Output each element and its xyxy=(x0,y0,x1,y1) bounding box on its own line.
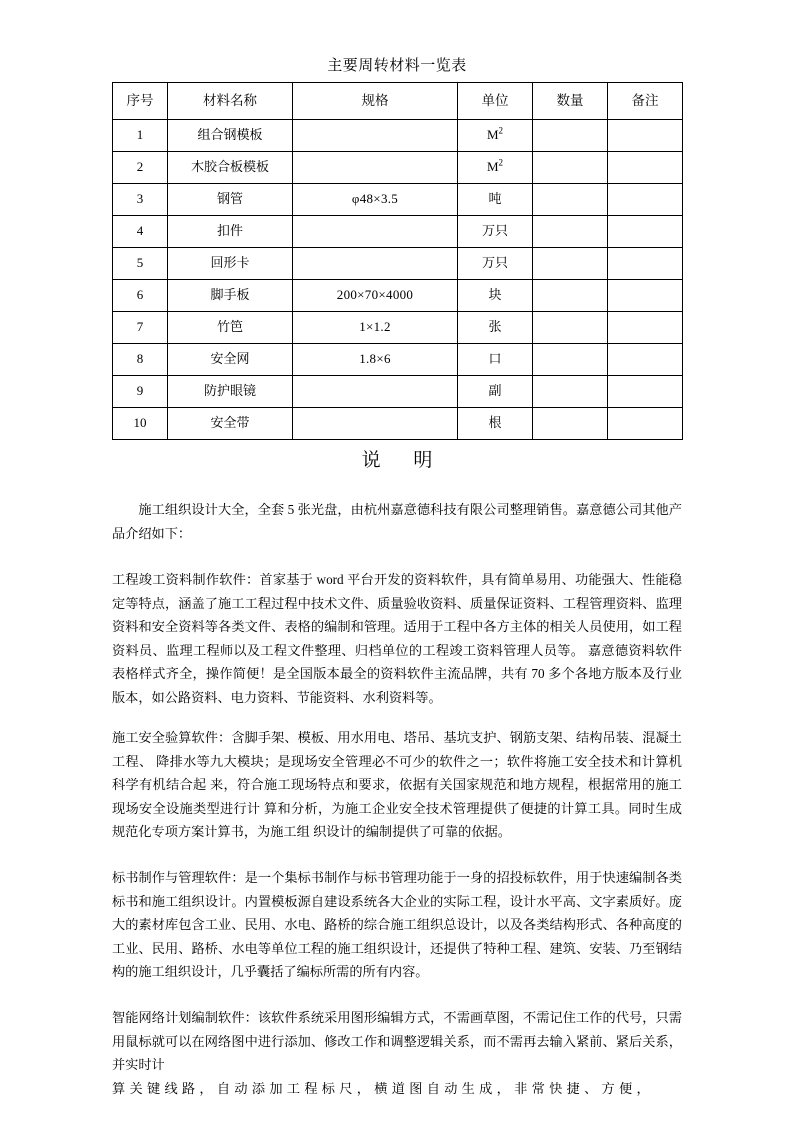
cell-unit-text: 万只 xyxy=(481,255,508,271)
cell-unit-text: 口 xyxy=(488,351,502,367)
cell-qty xyxy=(533,408,608,440)
cell-spec xyxy=(293,216,458,248)
cell-unit xyxy=(458,408,533,440)
cell-name: 竹笆 xyxy=(168,312,293,344)
table-header-row xyxy=(113,83,683,120)
material-summary-table xyxy=(112,82,683,440)
table-row xyxy=(113,184,683,216)
cell-qty xyxy=(533,344,608,376)
table-row xyxy=(113,344,683,376)
table-row xyxy=(113,152,683,184)
cell-unit xyxy=(458,376,533,408)
cell-name: 防护眼镜 xyxy=(168,376,293,408)
cell-unit-superscript: 2 xyxy=(498,158,504,169)
cell-name: 扣件 xyxy=(168,216,293,248)
table-row xyxy=(113,312,683,344)
section-heading-explanation: 说 明 xyxy=(361,450,447,471)
cell-unit-text: M xyxy=(486,159,499,175)
column-header-qty: 数量 xyxy=(533,83,608,120)
paragraph-text: 施工安全验算软件：含脚手架、模板、用水用电、塔吊、基坑支护、钢筋支架、结构吊装、混凝土工程、 降排水等九大模块；是现场安全管理必不可少的软件之一；软件将施工安全技术和计算机科学有机结合起 来，符合施工现场特点和要求，依据有关国家规范和地方规程，根据常用的施工现场安全设施类型进行计 算和分析，为施工企业安全技术管理提供了便捷的计算工具。同时生成规范化专项方案计算书，为施工组 织设计的编制提供了可靠的依据。 xyxy=(112,730,682,839)
cell-qty xyxy=(533,152,608,184)
cell-qty xyxy=(533,312,608,344)
cell-unit xyxy=(458,184,533,216)
cell-name: 钢管 xyxy=(168,184,293,216)
paragraph-text: 工程竣工资料制作软件：首家基于 word 平台开发的资料软件，具有简单易用、功能强大、性能稳定等特点，涵盖了施工工程过程中技术文件、质量验收资料、质量保证资料、工程管理资料、监理资料和安全资料等各类文件、表格的编制和管理。适用于工程中各方主体的相关人员使用，如工程资料员、监理工程师以及工程文件整理、归档单位的工程竣工资料管理人员等。 嘉意德资料软件表格样式齐全，操作简便！是全国版本最全的资料软件主流品牌，共有 70 多个各地方版本及行业版本，如公路资料、电力资料、节能资料、水利资料等。 xyxy=(112,572,682,705)
paragraph-intro xyxy=(112,498,682,545)
cell-unit xyxy=(458,216,533,248)
cell-note xyxy=(608,376,683,408)
cell-spec xyxy=(293,120,458,152)
cell-note xyxy=(608,216,683,248)
cell-name: 脚手板 xyxy=(168,280,293,312)
cell-unit-text: 万只 xyxy=(481,223,508,239)
cell-unit-text: 块 xyxy=(488,287,502,303)
table-row xyxy=(113,216,683,248)
cell-no: 6 xyxy=(113,280,168,312)
cell-unit-text: 副 xyxy=(488,383,502,399)
cell-note xyxy=(608,184,683,216)
column-header-no: 序号 xyxy=(113,83,168,120)
cell-no: 2 xyxy=(113,152,168,184)
cell-unit xyxy=(458,248,533,280)
cell-note xyxy=(608,280,683,312)
cell-qty xyxy=(533,376,608,408)
cell-qty xyxy=(533,280,608,312)
cell-unit-text: 吨 xyxy=(488,191,502,207)
cell-spec: 1.8×6 xyxy=(293,344,458,376)
cell-unit-superscript: 2 xyxy=(498,126,504,137)
paragraph-text: 施工组织设计大全，全套 5 张光盘，由杭州嘉意德科技有限公司整理销售。嘉意德公司其他产品介绍如下： xyxy=(112,502,682,541)
cell-name: 回形卡 xyxy=(168,248,293,280)
cell-note xyxy=(608,344,683,376)
paragraph-product-completion-docs-software xyxy=(112,568,682,709)
cell-unit xyxy=(458,280,533,312)
table-row xyxy=(113,408,683,440)
cell-spec: 1×1.2 xyxy=(293,312,458,344)
cell-unit xyxy=(458,344,533,376)
cell-spec xyxy=(293,152,458,184)
paragraph-product-safety-calculation-software xyxy=(112,726,682,844)
cell-name: 安全带 xyxy=(168,408,293,440)
column-header-unit: 单位 xyxy=(458,83,533,120)
table-row xyxy=(113,120,683,152)
cell-unit xyxy=(458,120,533,152)
cell-no: 8 xyxy=(113,344,168,376)
cell-name: 安全网 xyxy=(168,344,293,376)
cell-unit xyxy=(458,312,533,344)
cell-qty xyxy=(533,216,608,248)
cell-note xyxy=(608,120,683,152)
cell-no: 10 xyxy=(113,408,168,440)
cell-spec: φ48×3.5 xyxy=(293,184,458,216)
cell-no: 5 xyxy=(113,248,168,280)
cell-spec xyxy=(293,376,458,408)
paragraph-text-last-line: 算 关 键 线 路 ， 自 动 添 加 工 程 标 尺 ， 横 道 图 自 动 生 成 ， 非 常 快 捷 、 方 便 ， xyxy=(112,1080,651,1096)
cell-qty xyxy=(533,184,608,216)
cell-qty xyxy=(533,248,608,280)
cell-note xyxy=(608,152,683,184)
cell-spec: 200×70×4000 xyxy=(293,280,458,312)
table-row xyxy=(113,248,683,280)
cell-unit-text: 根 xyxy=(488,415,502,431)
table-row xyxy=(113,280,683,312)
cell-qty xyxy=(533,120,608,152)
page-title: 主要周转材料一览表 xyxy=(327,58,467,74)
cell-name: 组合钢模板 xyxy=(168,120,293,152)
cell-spec xyxy=(293,408,458,440)
cell-no: 4 xyxy=(113,216,168,248)
cell-no: 3 xyxy=(113,184,168,216)
cell-name: 木胶合板模板 xyxy=(168,152,293,184)
cell-no: 1 xyxy=(113,120,168,152)
table-header xyxy=(113,83,683,120)
cell-note xyxy=(608,312,683,344)
column-header-name: 材料名称 xyxy=(168,83,293,120)
cell-unit xyxy=(458,152,533,184)
table-body xyxy=(113,120,683,440)
cell-note xyxy=(608,408,683,440)
paragraph-text: 标书制作与管理软件：是一个集标书制作与标书管理功能于一身的招投标软件，用于快速编制各类标书和施工组织设计。内置模板源自建设系统各大企业的实际工程，设计水平高、文字素质好。庞大的素材库包含工业、民用、水电、路桥的综合施工组织总设计，以及各类结构形式、各种高度的工业、民用、路桥、水电等单位工程的施工组织设计，还提供了特种工程、建筑、安装、乃至钢结构的施工组织设计，几乎囊括了编标所需的所有内容。 xyxy=(112,870,682,979)
column-header-note: 备注 xyxy=(608,83,683,120)
cell-no: 9 xyxy=(113,376,168,408)
column-header-spec: 规格 xyxy=(293,83,458,120)
paragraph-text: 智能网络计划编制软件：该软件系统采用图形编辑方式，不需画草图，不需记住工作的代号，只需用鼠标就可以在网络图中进行添加、修改工作和调整逻辑关系，而不需再去输入紧前、紧后关系，并实时计 xyxy=(112,1010,682,1072)
paragraph-product-bid-document-software xyxy=(112,866,682,984)
cell-unit-text: 张 xyxy=(488,319,502,335)
cell-no: 7 xyxy=(113,312,168,344)
paragraph-product-network-planning-software xyxy=(112,1006,682,1100)
cell-spec xyxy=(293,248,458,280)
cell-unit-text: M xyxy=(486,127,499,143)
table-row xyxy=(113,376,683,408)
cell-note xyxy=(608,248,683,280)
